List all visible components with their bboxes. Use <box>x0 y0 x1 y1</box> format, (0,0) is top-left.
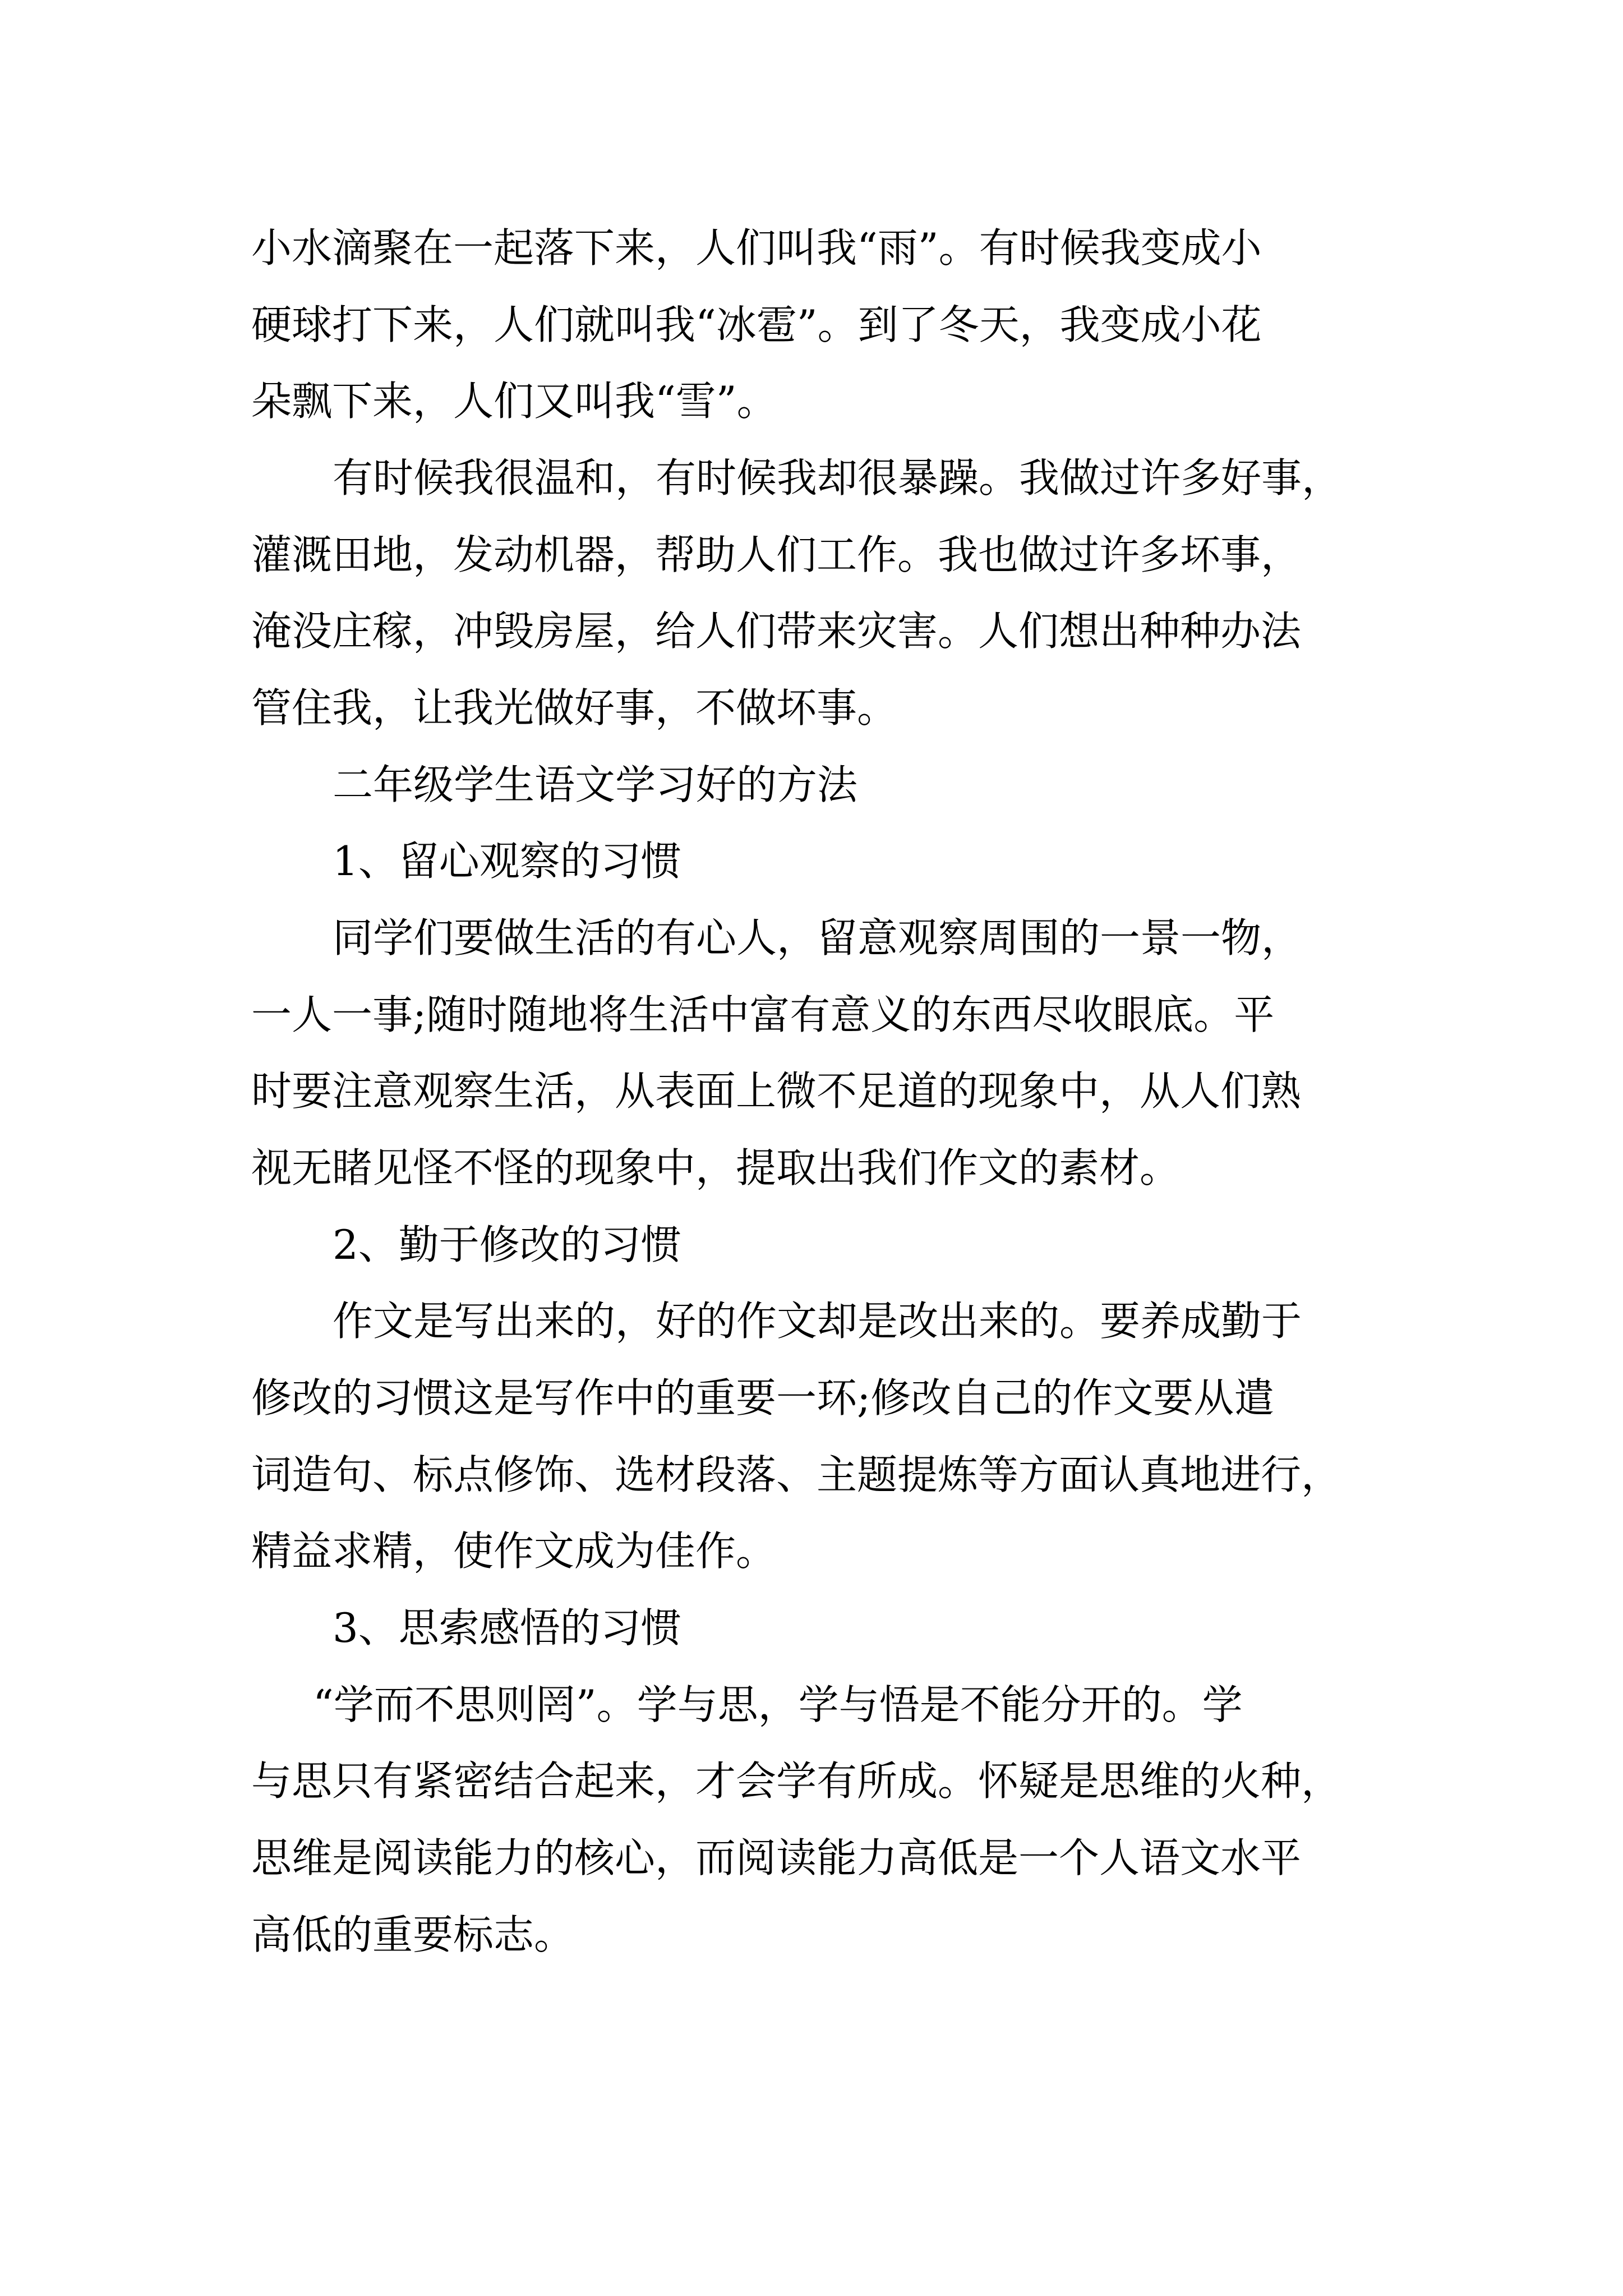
text-line: 同学们要做生活的有心人，留意观察周围的一景一物， <box>333 914 1302 961</box>
text-line: 小水滴聚在一起落下来，人们叫我“雨”。有时候我变成小 <box>251 224 1262 272</box>
list-heading: 3、思索感悟的习惯 <box>333 1604 681 1651</box>
text-line: 朵飘下来，人们又叫我“雪”。 <box>251 378 777 425</box>
text-line: 硬球打下来，人们就叫我“冰雹”。到了冬天，我变成小花 <box>251 301 1262 348</box>
text-line: 修改的习惯这是写作中的重要一环;修改自己的作文要从遣 <box>251 1374 1275 1421</box>
section-heading: 二年级学生语文学习好的方法 <box>333 761 858 808</box>
text-line: 时要注意观察生活，从表面上微不足道的现象中，从人们熟 <box>251 1068 1302 1115</box>
text-line: 思维是阅读能力的核心，而阅读能力高低是一个人语文水平 <box>251 1834 1302 1881</box>
text-line: 视无睹见怪不怪的现象中，提取出我们作文的素材。 <box>251 1144 1181 1191</box>
text-line: 淹没庄稼，冲毁房屋，给人们带来灾害。人们想出种种办法 <box>251 608 1302 655</box>
list-heading: 1、留心观察的习惯 <box>333 838 681 885</box>
text-line: 有时候我很温和，有时候我却很暴躁。我做过许多好事， <box>333 454 1343 501</box>
text-line: 词造句、标点修饰、选材段落、主题提炼等方面认真地进行， <box>251 1451 1342 1498</box>
list-heading: 2、勤于修改的习惯 <box>333 1221 681 1268</box>
text-line: 管住我，让我光做好事，不做坏事。 <box>251 684 898 731</box>
text-line: 作文是写出来的，好的作文却是改出来的。要养成勤于 <box>333 1297 1302 1345</box>
text-line: 高低的重要标志。 <box>251 1911 575 1958</box>
text-line: 一人一事;随时随地将生活中富有意义的东西尽收眼底。平 <box>251 991 1275 1038</box>
text-line: 灌溉田地，发动机器，帮助人们工作。我也做过许多坏事， <box>251 531 1302 578</box>
text-line: “学而不思则罔”。学与思，学与悟是不能分开的。学 <box>313 1681 1243 1728</box>
text-line: 精益求精，使作文成为佳作。 <box>251 1527 777 1575</box>
text-line: 与思只有紧密结合起来，才会学有所成。怀疑是思维的火种， <box>251 1757 1342 1805</box>
